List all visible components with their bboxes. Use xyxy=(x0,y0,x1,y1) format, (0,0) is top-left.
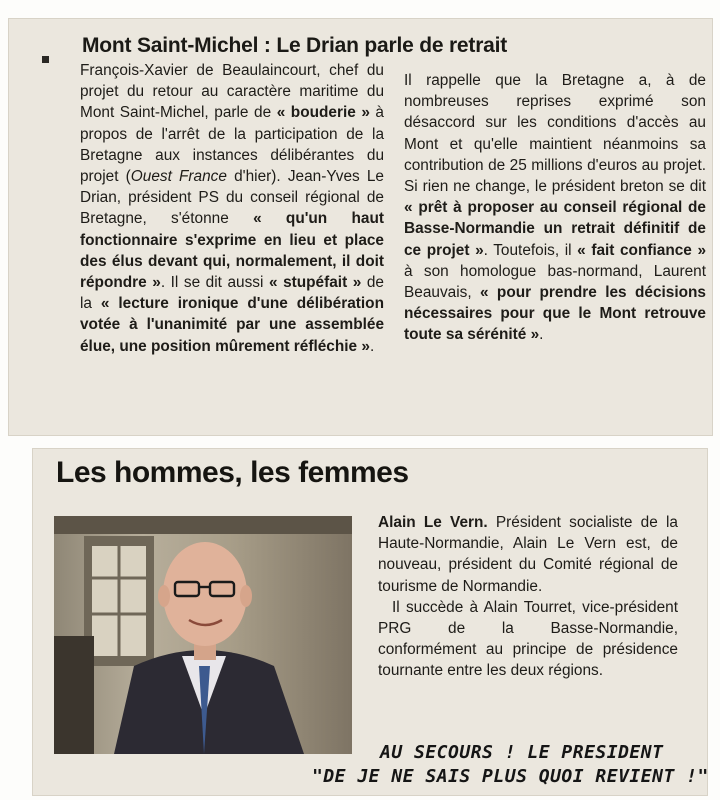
text-run: Ouest France xyxy=(130,168,227,186)
text-run: François-Xavier de Beaulaincourt, chef du projet du retour au caractère maritime du Mont Saint-Michel, parle de xyxy=(80,62,384,122)
text-run: d'hier). Jean-Yves Le Drian, président PS du conseil régional de Bretagne, s'étonne xyxy=(80,168,384,228)
title-bullet-icon xyxy=(42,56,49,63)
text-run: « fait confiance » xyxy=(577,241,706,259)
text-run: « lecture ironique d'une délibération votée à l'unanimité par une assemblée élue, une position mûrement réfléchie » xyxy=(80,295,384,355)
text-run: Président socialiste de la Haute-Normandie, Alain Le Vern est, de nouveau, président du Comité régional de tourisme de Normandie. xyxy=(378,514,678,595)
portrait-illustration xyxy=(54,516,352,754)
article1-col2-text xyxy=(404,70,706,346)
article2-paragraph-2 xyxy=(378,597,678,682)
text-run: « qu'un haut fonctionnaire s'exprime en lieu et place des élus devant qui, normalement, il doit répondre » xyxy=(80,210,384,292)
portrait-photo xyxy=(54,516,352,754)
text-run: à son homologue bas-normand, Laurent Beauvais, xyxy=(404,262,706,302)
article2-paragraph-1 xyxy=(378,512,678,597)
text-run: « bouderie » xyxy=(276,104,370,122)
handwritten-note-line-2: "DE JE NE SAIS PLUS QUOI REVIENT !" xyxy=(312,766,709,787)
article2-text xyxy=(378,512,678,682)
text-run: . xyxy=(369,337,375,355)
text-run: Alain Le Vern. xyxy=(378,514,488,531)
handwritten-note-line-1: AU SECOURS ! LE PRESIDENT xyxy=(380,742,664,763)
text-run: « prêt à proposer au conseil régional de Basse-Normandie un retrait définitif de ce projet » xyxy=(404,199,706,259)
text-run: « stupéfait » xyxy=(268,274,362,292)
article2-title: Les hommes, les femmes xyxy=(56,456,409,489)
text-run: . Toutefois, il xyxy=(483,241,578,259)
article1-column-right xyxy=(404,70,706,346)
text-run: . Il se dit aussi xyxy=(160,274,269,292)
article1-column-left xyxy=(80,60,384,357)
text-run: . xyxy=(539,326,544,344)
text-run: Il rappelle que la Bretagne a, à de nombreuses reprises exprimé son désaccord sur les conditions d'accès au Mont et qu'elle maintient néanmoins sa contribution de 25 millions d'euros au projet. Si rien ne change, le président breton se dit xyxy=(404,72,706,196)
article1-title: Mont Saint-Michel : Le Drian parle de retrait xyxy=(82,34,508,57)
text-run: de la xyxy=(80,274,384,313)
text-run: « pour prendre les décisions nécessaires pour que le Mont retrouve toute sa sérénité » xyxy=(404,284,706,344)
text-run: Il succède à Alain Tourret, vice-président PRG de la Basse-Normandie, conformément au principe de présidence tournante entre les deux régions. xyxy=(378,598,678,680)
text-run: à propos de l'arrêt de la participation de la Bretagne aux instances délibérantes du projet ( xyxy=(80,104,384,186)
article1-col1-text xyxy=(80,60,384,357)
